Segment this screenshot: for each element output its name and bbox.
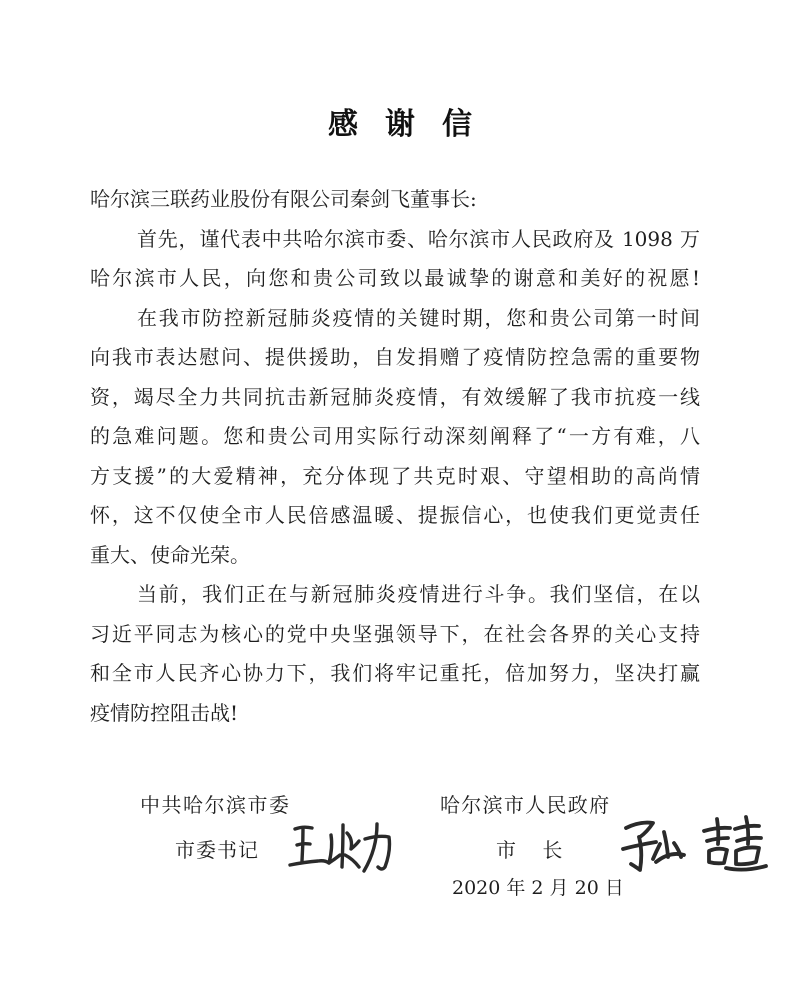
paragraph-1-line-2: 哈尔滨市人民，向您和贵公司致以最诚挚的谢意和美好的祝愿! xyxy=(90,266,700,290)
paragraph-2-line-6: 怀，这不仅使全市人民倍感温暖、提振信心，也使我们更觉责任 xyxy=(90,503,700,527)
paragraph-3-line-2: 习近平同志为核心的党中央坚强领导下，在社会各界的关心支持 xyxy=(90,621,700,646)
left-organization: 中共哈尔滨市委 xyxy=(140,793,291,817)
paragraph-1-line-1: 首先，谨代表中共哈尔滨市委、哈尔滨市人民政府及 1098 万 xyxy=(137,226,700,251)
right-handwritten-signature xyxy=(618,810,773,880)
paragraph-3-line-4: 疫情防控阻击战! xyxy=(90,700,239,725)
paragraph-2-line-2: 向我市表达慰问、提供援助，自发捐赠了疫情防控急需的重要物 xyxy=(90,345,700,369)
paragraph-2-line-4: 的急难问题。您和贵公司用实际行动深刻阐释了“一方有难，八 xyxy=(90,424,700,448)
right-organization: 哈尔滨市人民政府 xyxy=(440,793,611,817)
paragraph-2-line-7: 重大、使命光荣。 xyxy=(90,542,250,567)
salutation: 哈尔滨三联药业股份有限公司秦剑飞董事长: xyxy=(90,187,477,211)
paragraph-3-line-1: 当前，我们正在与新冠肺炎疫情进行斗争。我们坚信，在以 xyxy=(137,582,700,606)
paragraph-2-line-5: 方支援”的大爱精神，充分体现了共克时艰、守望相助的高尚情 xyxy=(90,463,700,488)
letter-body xyxy=(90,180,700,733)
paragraph-3-line-3: 和全市人民齐心协力下，我们将牢记重托，倍加努力，坚决打赢 xyxy=(90,661,700,685)
left-position: 市委书记 xyxy=(175,838,259,862)
right-position: 市 长 xyxy=(496,838,573,862)
letter-title: 感谢信 xyxy=(328,107,499,142)
paragraph-2-line-1: 在我市防控新冠肺炎疫情的关键时期，您和贵公司第一时间 xyxy=(137,305,700,330)
letter-date: 2020 年 2 月 20 日 xyxy=(452,877,624,899)
left-handwritten-signature xyxy=(285,815,400,880)
paragraph-2-line-3: 资，竭尽全力共同抗击新冠肺炎疫情，有效缓解了我市抗疫一线 xyxy=(90,384,700,409)
